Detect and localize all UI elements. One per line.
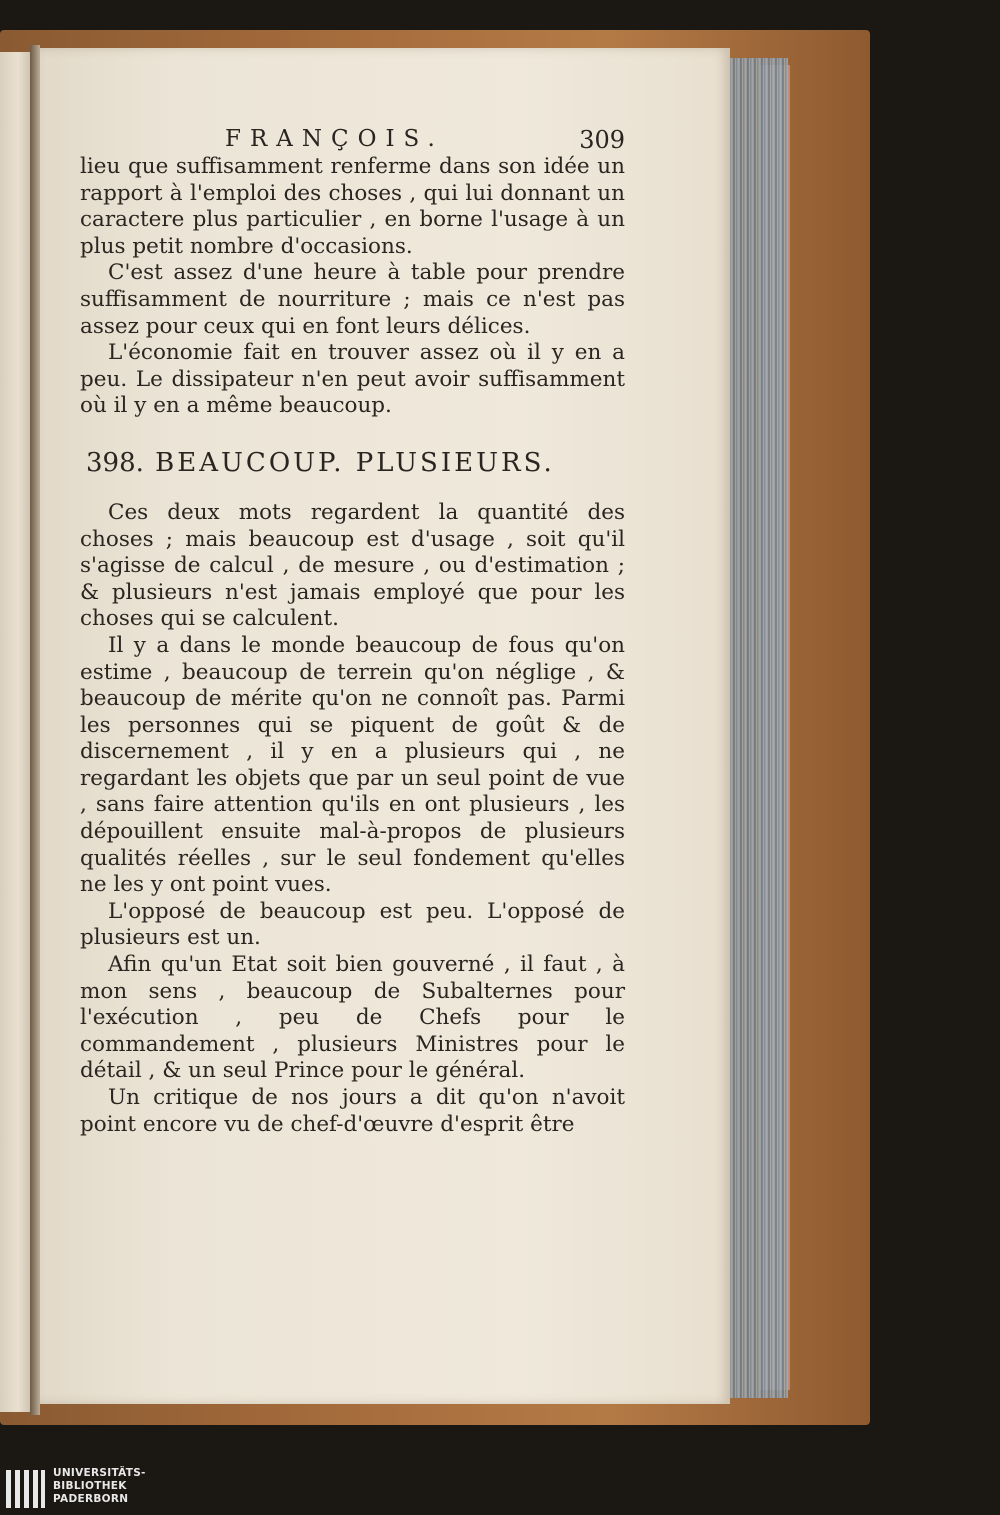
- left-page-edge: [0, 52, 30, 1412]
- paragraph: Il y a dans le monde beaucoup de fous qu'on estime , beaucoup de terrein qu'on néglige , & beaucoup de mérite qu'on ne connoît pas. Parmi les personnes qui se piquent de goût & de discernement , il y en a plusieurs qui , ne regardant les objets que par un seul point de vue , sans faire attention qu'ils en ont plusieurs , les dépouillent ensuite mal-à-propos de plusieurs qualités réelles , sur le seul fondement qu'elles ne les y ont point vues.: [80, 632, 625, 898]
- running-head: [80, 126, 625, 156]
- book-gutter: [30, 45, 40, 1415]
- running-head-title: FRANÇOIS.: [225, 126, 444, 152]
- paragraph: Un critique de nos jours a dit qu'on n'avoit point encore vu de chef-d'œuvre d'esprit être: [80, 1085, 625, 1137]
- section-number: 398.: [86, 447, 144, 478]
- paragraph: lieu que suffisamment renferme dans son idée un rapport à l'emploi des choses , qui lui donnant un caractere plus particulier , en borne l'usage à un plus petit nombre d'occasions.: [80, 154, 625, 259]
- library-logo-icon: [6, 1470, 46, 1508]
- page-text: [80, 154, 625, 1138]
- library-name-line: UNIVERSITÄTS-: [53, 1467, 146, 1479]
- section-title: BEAUCOUP. PLUSIEURS.: [155, 447, 555, 478]
- library-name: [53, 1467, 146, 1506]
- page-number: 309: [579, 126, 625, 154]
- paragraph: L'économie fait en trouver assez où il y en a peu. Le dissipateur n'en peut avoir suffisamment où il y en a même beaucoup.: [80, 340, 625, 419]
- library-name-line: BIBLIOTHEK: [53, 1480, 127, 1492]
- paragraph: L'opposé de beaucoup est peu. L'opposé de plusieurs est un.: [80, 898, 625, 951]
- paragraph: C'est assez d'une heure à table pour prendre suffisamment de nourriture ; mais ce n'est pas assez pour ceux qui en font leurs délices.: [80, 260, 625, 339]
- footer-bar: [0, 1463, 1000, 1515]
- paragraph: Afin qu'un Etat soit bien gouverné , il faut , à mon sens , beaucoup de Subalternes pour l'exécution , peu de Chefs pour le commandement , plusieurs Ministres pour le détail , & un seul Prince pour le général.: [80, 952, 625, 1084]
- section-heading: [80, 446, 625, 480]
- paragraph: Ces deux mots regardent la quantité des choses ; mais beaucoup est d'usage , soit qu'il s'agisse de calcul , de mesure , ou d'estimation ; & plusieurs n'est jamais employé que pour les choses qui se calculent.: [80, 499, 625, 632]
- library-name-line: PADERBORN: [53, 1493, 129, 1505]
